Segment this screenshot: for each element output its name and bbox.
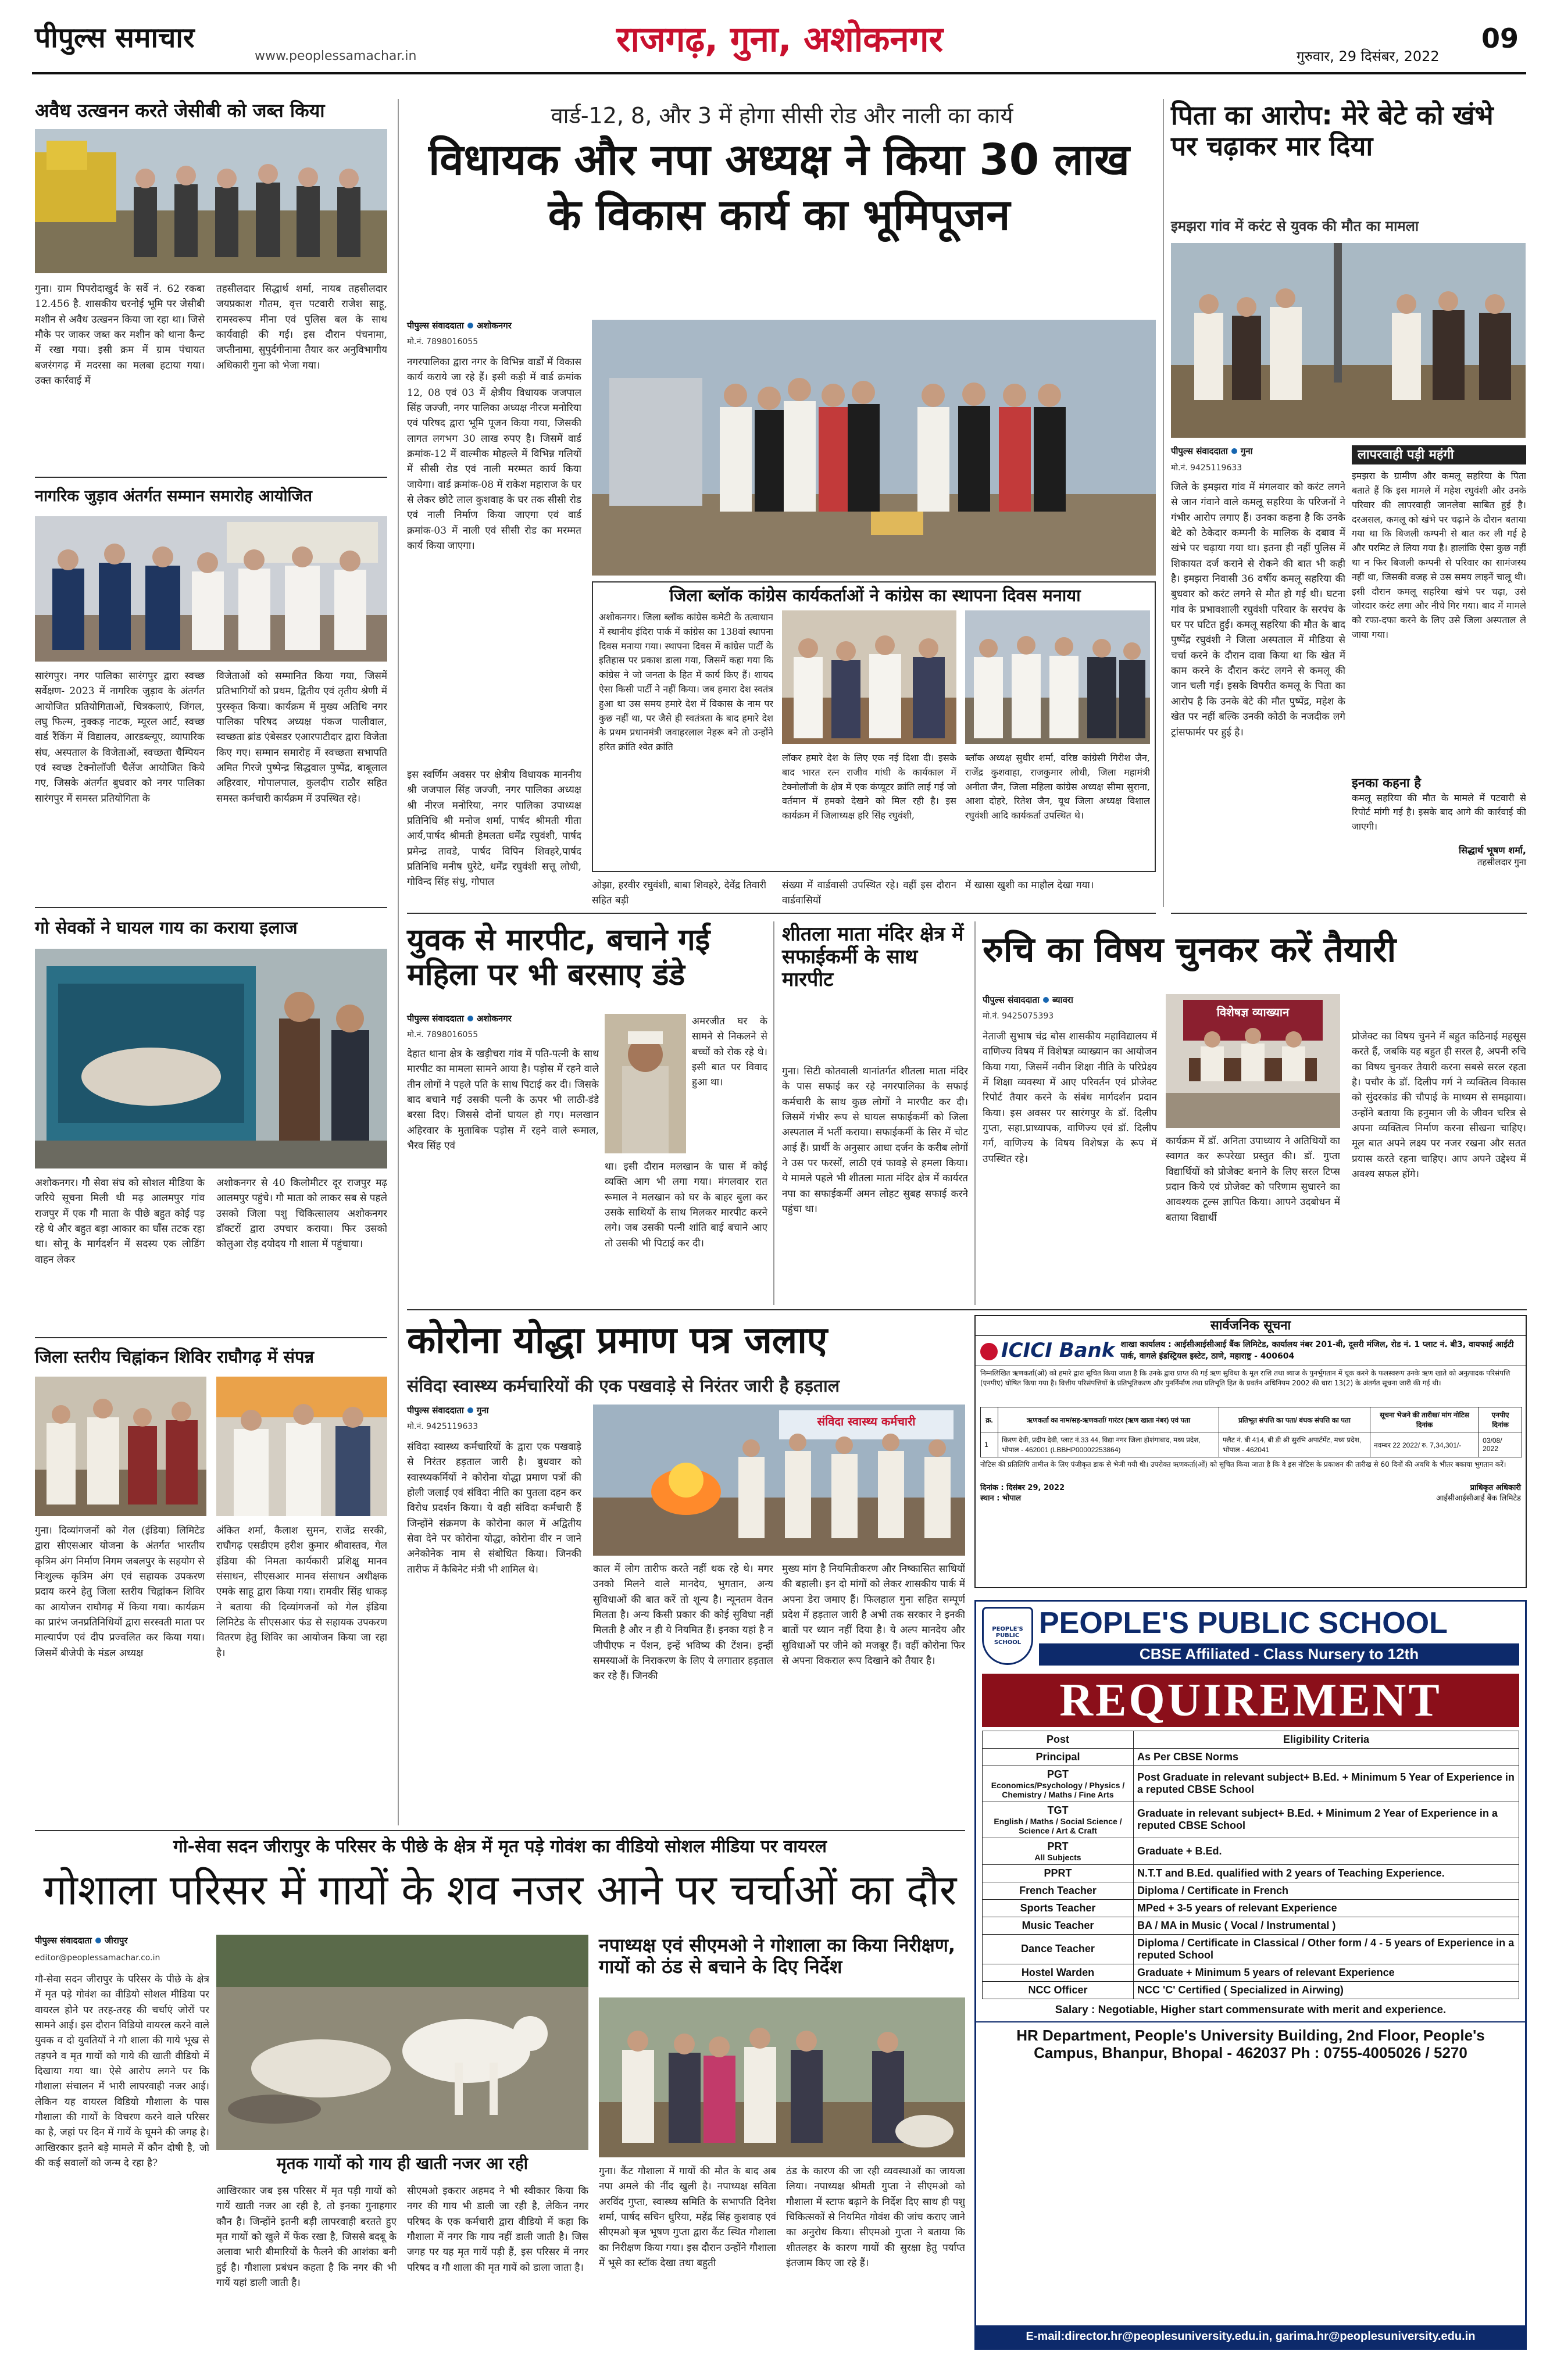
masthead-rule (32, 72, 1526, 74)
notice-table (980, 1407, 1522, 1457)
post-cell (983, 1964, 1134, 1981)
byline-place: अशोकनगर (476, 320, 512, 331)
photo-congress-2 (965, 610, 1150, 744)
photo-ruchi (1166, 994, 1340, 1128)
requirement-row (983, 1981, 1519, 1999)
gaushala-email: editor@peoplessamachar.co.in (35, 1953, 160, 1963)
criteria-cell: N.T.T and B.Ed. qualified with 2 years of Teaching Experience. (1134, 1864, 1519, 1882)
criteria-cell: NCC 'C' Certified ( Specialized in Airwing) (1134, 1981, 1519, 1999)
dot-icon (467, 323, 473, 328)
photo-corona (593, 1405, 965, 1556)
headline-marpit: युवक से मारपीट, बचाने गई महिला पर भी बरसाए डंडे (407, 923, 710, 992)
notice-cell: 03/08/ 2022 (1479, 1432, 1522, 1457)
requirement-row (983, 1864, 1519, 1882)
hr-address: HR Department, People's University Building, 2nd Floor, People's Campus, Bhanpur, Bhopal - 462037 Ph : 0755-4005026 / 5270 (976, 2021, 1525, 2067)
dot-icon (95, 1938, 101, 1943)
text-ruchi-col1: नेताजी सुभाष चंद्र बोस शासकीय महाविद्यालय में वाणिज्य विषय में विशेषज्ञ व्याख्यान का आयोजन किया गया, जिसमें नवीन शिक्षा नीति के परिप्रेक्ष्य में शिक्षा व्यवस्था में आए परिवर्तन एवं प्रोजेक्ट रिपोर्ट तैयार करने के संबंध मार्गदर्शन प्रदान किया। इस अवसर पर सारंगपुर के डॉ. दिलीप गुप्ता, सहा.प्राध्यापक, वाणिज्य एवं डॉ. दिलीप गर्ग, वाणिज्य के विषय विशेषज्ञ के रूप में उपस्थित रहे। (983, 1031, 1157, 1165)
notice-col: एनपीए दिनांक (1479, 1407, 1522, 1432)
lead-mobile: मो.नं. 7898016055 (407, 337, 478, 346)
text-corona-col3: काल में लोग तारीफ करते नहीं थक रहे थे। मगर उनको मिलने वाले मानदेय, भुगतान, अन्य सुविधाओं की बात करें तो शून्य है। न्यूनतम वेतन मिलता है। अन्य किसी प्रकार की कोई सुविधा नहीं मिलती है और न ही ये नियमित हैं। इनका यहां है न जीपीएफ न पेंशन, इन्हें भविष्य की टेंशन। इन्हीं समस्याओं के निराकरण के लिए ये लगातार हड़ताल कर रहे हैं। जिनकी (593, 1563, 773, 1682)
public-notice (974, 1315, 1527, 1588)
lead-kicker: वार्ड-12, 8, और 3 में होगा सीसी रोड और नाली का कार्य (551, 103, 1013, 128)
post-cell (983, 1766, 1134, 1802)
box-text: इमझरा के ग्रामीण और कमलू सहरिया के पिता बताते हैं कि इस मामले में महेश रघुवंशी और उनके परिवार की लापरवाही जानलेवा साबित हुई है। दरअसल, कमलू को खंभे पर चढ़ाने के दौरान बताया गया था कि बिजली कम्पनी से बात कर ली गई है और परमिट ले लिया गया है। हालांकि ऐसा कुछ नहीं था न फिर बिजली कम्पनी से परिवार का सामंजस्य नहीं था, जिसकी वजह से उस समय लाइनें चालू थी। इसी दौरान कमलू सहरिया खंभे पर चढ़ा, उसे जोरदार करंट लगा और नीचे गिर गया। बाद में मामले को रफा-दफा करने के लिए उसे जिला अस्पताल ले जाया गया। (1352, 470, 1526, 641)
text-lead-bottom-3: में खासा खुशी का माहौल देखा गया। (965, 880, 1094, 891)
divider (35, 907, 387, 908)
headline-corona: कोरोना योद्धा प्रमाण पत्र जलाए (407, 1319, 828, 1362)
text-gaay-col2: अशोकनगर से 40 किलोमीटर दूर राजपुर मढ़ आलमपुर पहुंचे। गौ माता को लाकर सब से पहले उसको जिला पशु चिकित्सालय अशोकनगर डॉक्टरों द्वारा उपचार कराया। फिर उसको कोलुआ रोड़ दयोदय गौ शाला में पहुंचाया। (216, 1177, 387, 1250)
pita-box (1352, 445, 1526, 905)
headline-jcb: अवैध उत्खनन करते जेसीबी को जब्त किया (35, 99, 325, 121)
byline-text: पीपुल्स संवाददाता (1171, 446, 1228, 456)
post-name: Sports Teacher (1020, 1902, 1096, 1914)
text-gaushala-col1: गौ-सेवा सदन जीरापुर के परिसर के पीछे के क्षेत्र में मृत पड़े गोवंश का वीडियो सोशल मीडिया पर वायरल होने पर तरह-तरह की चर्चाएं जोरों पर सामने आई। इस दौरान विडियो वायरल करने वाले युवक व दो युवतियों ने गौ शाला की गाये भूख से तड़पने व मृत गायों को गाये की खाती वीडियो में दिखाया गया था। ऐसे आरोप लगने पर कि गौशाला संचालन में भारी लापरवाही नजर आई। लेकिन यह वायरल विडियो गौशाला के पास गौशाला की गायों के विचरण करने वाले परिसर का है, जहां पर दिन में गायें के घूमने की जगह है। आखिरकार इतने बड़े मामले में कौन दोषी है, जो की कई सवालों को जन्म दे रहा है? (35, 1974, 209, 2170)
photo-gaushala (216, 1935, 588, 2150)
divider (35, 477, 387, 478)
text-marpit-col2: था। इसी दौरान मलखान के घास में कोई व्यक्ति आग भी लगा गया। मंगलवार रात रूमाल ने मलखान को घर के बाहर बुला कर उसके साथियों के साथ मिलकर मारपीट करने लगे। जब उसकी पत्नी शांति बाई बचाने आए तो उसकी भी पिटाई कर दी। (605, 1161, 767, 1249)
criteria-cell: MPed + 3-5 years of relevant Experience (1134, 1899, 1519, 1917)
crest-text: PEOPLE'S PUBLIC SCHOOL (992, 1625, 1023, 1646)
byline-text: पीपुल्स संवाददाता (407, 320, 464, 331)
requirement-row (983, 1917, 1519, 1934)
post-name: PGT (1047, 1768, 1069, 1780)
notice-title: सार्वजनिक सूचना (976, 1316, 1526, 1336)
text-gaushala-col3: सीएमओ इकरार अहमद ने भी स्वीकार किया कि नगर की गाय भी डाली जा रही है, लेकिन नगर परिषद के एक कर्मचारी द्वारा वीडियो में कहा कि गौशाला में नगर कि गाय नहीं डाली जाती है। जिस जगह पर यह मृत गायें पड़ी हैं, इस परिसर में नगर परिषद व गौ शाला की मृत गायें को डाला जाता है। (407, 2185, 588, 2274)
photo-congress-1 (782, 610, 956, 744)
divider (35, 1830, 965, 1831)
text-marpit-side: अमरजीत घर के सामने से निकलने से बच्चों को रोक रहे थे। इसी बात पर विवाद हुआ था। (692, 1016, 767, 1089)
post-name: TGT (1047, 1804, 1069, 1816)
headline-pita: पिता का आरोप: मेरे बेटे को खंभे पर चढ़ाकर मार दिया (1171, 99, 1494, 162)
criteria-cell: As Per CBSE Norms (1134, 1748, 1519, 1766)
post-name: Music Teacher (1022, 1919, 1094, 1931)
post-name: Dance Teacher (1021, 1943, 1095, 1955)
lead-headline: विधायक और नपा अध्यक्ष ने किया 30 लाख के विकास कार्य का भूमिपूजन (428, 135, 1130, 240)
notice-header-text: शाखा कार्यालय : आईसीआईसीआई बैंक लिमिटेड, कार्यालय नंबर 201-बी, दूसरी मंजिल, रोड नं. 1 प्लाट नं. बी3, वायफाई आईटी पार्क, वागले इंडस्ट्रियल इस्टेट, ठाणे, महाराष्ट्र - 400604 (1120, 1340, 1514, 1361)
ruchi-mobile: मो.नं. 9425075393 (983, 1012, 1054, 1021)
ruchi-banner: विशेषज्ञ व्याख्यान (1216, 1005, 1290, 1019)
photo-shivir-2 (216, 1377, 387, 1516)
school-name: PEOPLE'S PUBLIC SCHOOL (1039, 1606, 1448, 1640)
corona-mobile: मो.नं. 9425119633 (407, 1422, 478, 1431)
notice-place: स्थान : भोपाल (980, 1494, 1022, 1503)
headline-ruchi: रुचि का विषय चुनकर करें तैयारी (983, 930, 1397, 970)
corona-byline (407, 1405, 581, 1416)
photo-marpit (605, 1014, 686, 1153)
post-cell (983, 1899, 1134, 1917)
headline-congress: जिला ब्लॉक कांग्रेस कार्यकर्ताओं ने कांग्रेस का स्थापना दिवस मनाया (669, 585, 1081, 605)
post-name: Principal (1035, 1750, 1080, 1763)
post-subjects: Economics/Psychology / Physics / Chemistry / Maths / Fine Arts (991, 1780, 1125, 1799)
notice-col: सूचना भेजने की तारीख/ मांग नोटिस दिनांक (1370, 1407, 1479, 1432)
photo-shivir (35, 1377, 206, 1516)
notice-footer: नोटिस की प्रतिलिपि तामील के लिए पंजीकृत डाक से भेजी गयी थी। उपरोक्त ऋणकर्ता(ओं) को सूचित किया जाता है कि वे इस नोटिस के प्रकाशन की तारीख से 60 दिनों की अवधि के भीतर बकाया भुगतान करें। (980, 1460, 1506, 1469)
gaushala-kicker: गो-सेवा सदन जीरापुर के परिसर के पीछे के क्षेत्र में मृत पड़े गोवंश का वीडियो सोशल मीडिया पर वायरल (173, 1836, 827, 1857)
post-cell (983, 1748, 1134, 1766)
masthead (0, 0, 1557, 76)
column-rule (773, 921, 774, 1305)
post-name: French Teacher (1019, 1884, 1097, 1896)
school-crest (982, 1607, 1033, 1665)
gaushala-photo-caption: मृतक गायों को गाय ही खाती नजर आ रही (276, 2154, 528, 2173)
text-lead-bottom-1: ओझा, हरवीर रघुवंशी, बाबा शिवहरे, देवेंद्र तिवारी सहित बड़ी (592, 880, 766, 907)
text-sheetla: गुना। सिटी कोतवाली थानांतर्गत शीतला माता मंदिर के पास सफाई कर रहे नगरपालिका के सफाई कर्मचारी के साथ कुछ लोगों ने मारपीट कर दी। जिसमें गंभीर रूप से घायल सफाईकर्मी को जिला अस्पताल में भर्ती कराया। सफाईकर्मी के सिर में चोट आई हैं। प्रार्थी के अनुसार आधा दर्जन के करीब लोगों ने उस पर फरसों, लाठी एवं फावड़े से हमला किया। ये मामले पहले भी शीतला माता मंदिर क्षेत्र में कार्यरत नपा का सफाईकर्मी अमन लोहट सुबह सफाई करने पहुंचा था। (782, 1066, 968, 1216)
criteria-cell: Diploma / Certificate in Classical / Other form / 4 - 5 years of Experience in a reputed School (1134, 1934, 1519, 1964)
text-lead-col1: नगरपालिका द्वारा नगर के विभिन्न वार्डों में विकास कार्य कराये जा रहे हैं। इसी कड़ी में वार्ड क्रमांक 12, 08 एवं 03 में क्षेत्रीय विधायक जजपाल सिंह जज्जी, नगर पालिका अध्यक्ष नीरज मनोरिया एवं परिषद द्वारा भूमि पूजन किया गया, जिसकी लागत लगभग 30 लाख रुपए है। जिसमें वार्ड क्रमांक-12 में वाल्मीक मोहल्ले में विभिन्न गलियों में सीसी रोड एवं नाली मरम्मत कार्य किया जायेगा। वार्ड क्रमांक-08 में राकेश महाराज के घर से लेकर छोटे लाल कुशवाह के घर तक सीसी रोड एवं नाली निर्माण किया जाएगा एवं वार्ड क्रमांक-03 में नाली एवं सीसी रोड का मरम्मत कार्य किया जाएगा। (407, 356, 581, 552)
divider (407, 1309, 1527, 1310)
requirement-row (983, 1766, 1519, 1802)
post-subjects: All Subjects (1034, 1852, 1081, 1862)
notice-cell: फ्लैट नं. बी 414, बी डी श्री सुरभि अपार्टमेंट, मध्य प्रदेश, भोपाल - 462041 (1219, 1432, 1370, 1457)
pita-byline (1171, 445, 1345, 457)
gaushala-byline (35, 1935, 209, 1946)
col-post: Post (983, 1731, 1134, 1748)
photo-samman (35, 516, 387, 662)
photo-pita (1171, 243, 1526, 438)
notice-cell: किरण देवी, प्रदीप देवी, प्लाट नं.33 44, विद्या नगर जिला होशंगाबाद, मध्य प्रदेश, भोपाल - 462001 (LBBHP00002253864) (998, 1432, 1219, 1457)
criteria-cell: Diploma / Certificate in French (1134, 1882, 1519, 1899)
text-gaushala-col5: ठंड के कारण की जा रही व्यवस्थाओं का जायजा लिया। नपाध्यक्ष श्रीमती गुप्ता ने सीएमओ को गौशाला में स्टाफ बढ़ाने के निर्देश दिए साथ ही पशु चिकित्सकों से नियमित गोवंश की जांच कराए जाने का अनुरोध किया। सीएमओ गुप्ता ने बताया कि शीतलहर के कारण गायों की सुरक्षा हेतु पर्याप्त इंतजाम किए जा रहे हैं। (786, 2165, 965, 2270)
issue-date: गुरुवार, 29 दिसंबर, 2022 (1297, 48, 1440, 65)
requirement-row (983, 1748, 1519, 1766)
divider (35, 1337, 387, 1338)
notice-cell: 1 (981, 1432, 998, 1457)
criteria-cell: Graduate + B.Ed. (1134, 1838, 1519, 1864)
text-gaay-col1: अशोकनगर। गौ सेवा संघ को सोशल मीडिया के जरिये सूचना मिली थी मढ़ आलमपुर गांव राजपुर में एक गौ माता के पीछे बहुत कोई पड़ रहे थे और बहुत बड़ा आकार का घाँस तटक रहा था। सोनू के मार्गदर्शन में सदस्य एक लोडिंग वाहन लेकर (35, 1177, 205, 1266)
marpit-mobile: मो.नं. 7898016055 (407, 1030, 478, 1039)
requirement-row (983, 1838, 1519, 1864)
criteria-cell: BA / MA in Music ( Vocal / Instrumental ) (1134, 1917, 1519, 1934)
post-name: PRT (1047, 1840, 1069, 1852)
photo-bhoomipoojan (592, 320, 1156, 576)
byline-text: पीपुल्स संवाददाता (35, 1935, 92, 1946)
byline-place: गुना (476, 1405, 489, 1416)
post-cell (983, 1802, 1134, 1838)
lead-byline (407, 320, 581, 331)
post-cell (983, 1838, 1134, 1864)
quote-title: इनका कहना है (1352, 776, 1422, 791)
text-gaushala-col2: आखिरकार जब इस परिसर में मृत पड़ी गायों को गायें खाती नजर आ रही है, तो इनका गुनाहगार कौन है। जिन्होंने इतनी बड़ी लापरवाही बरतते हुए मृत गायों को खुले में फेंक रखा है, जिससे बदबू के अलावा भारी बीमारियों के फैलने की आशंका बनी हुई है। गौशाला प्रबंधन कहता है कि नगर की भी गायें यहां डाली जाती है। (216, 2185, 397, 2289)
text-corona-col4: मुख्य मांग है नियमितीकरण और निष्कासित साथियों की बहाली। इन दो मांगों को लेकर शासकीय पार्क में अपना डेरा जमाए हैं। फिलहाल गुना सहित सम्पूर्ण प्रदेश में हड़ताल जारी है अभी तक सरकार ने इनकी बातों पर ध्यान नहीं दिया है। ये अल्प मानदेय और सुविधाओं पर जीने को मजबूर हैं। वहीं कोरोना फिर से अपना विकराल रूप दिखाने को तैयार है। (782, 1563, 965, 1667)
section-title: राजगढ़, गुना, अशोकनगर (616, 19, 944, 60)
post-name: PPRT (1044, 1867, 1072, 1879)
bank-icon (980, 1343, 998, 1360)
col-criteria: Eligibility Criteria (1134, 1731, 1519, 1748)
logo: पीपुल्स समाचार (35, 22, 195, 54)
requirement-row (983, 1964, 1519, 1981)
quote-text: कमलू सहरिया की मौत के मामले में पटवारी से रिपोर्ट मांगी गई है। इसके बाद आगे की कार्रवाई की जाएगी। (1352, 792, 1526, 832)
text-samman-col2: विजेताओं को सम्मानित किया गया, जिसमें प्रतिभागियों को प्रथम, द्वितीय एवं तृतीय श्रेणी में पुरस्कृत किया। कार्यक्रम में मुख्य अतिथि नगर पालिका परिषद अध्यक्ष पंकज पालीवाल, स्वच्छता ब्रांड एंबेसडर एआरपाटीदार द्वारा विजेता किए गए। सम्मान समारोह में स्वच्छता सभापति अमित गिरजे पुष्पेन्द्र सिद्धवाल पुष्पेंद्र, बाबूलाल अहिरवार, गोपालपाल, कुलदीप राठौर सहित समस्त कर्मचारी कार्यक्रम में उपस्थित रहे। (216, 670, 387, 805)
text-marpit-col1: देहात थाना क्षेत्र के खड़ीचरा गांव में पति-पत्नी के साथ मारपीट का मामला सामने आया है। पड़ोस में रहने वाले तीन लोगों ने पहले पति के साथ पिटाई कर दी। जिसके बाद बचाने गई उसकी पत्नी के ऊपर भी लाठी-डंडे बरसा दिए। जिससे दोनों घायल हो गए। मलखान अहिरवार के मुताबिक पड़ोस में रहने वाले रूमाल, भैरव सिंह एवं (407, 1048, 599, 1152)
dot-icon (1231, 448, 1237, 454)
school-ad (974, 1600, 1527, 2350)
requirement-table (982, 1731, 1519, 1999)
post-cell (983, 1934, 1134, 1964)
byline-text: पीपुल्स संवाददाता (983, 995, 1040, 1005)
icici-logo: ICICI Bank (980, 1339, 1115, 1362)
notice-cell: नवम्बर 22 2022/ रु. 7,34,301/- (1370, 1432, 1479, 1457)
gaushala-subhead-2: नपाध्यक्ष एवं सीएमओ ने गोशाला का किया निरीक्षण, गायों को ठंड से बचाने के दिए निर्देश (599, 1934, 956, 1978)
dot-icon (467, 1016, 473, 1021)
requirement-row (983, 1802, 1519, 1838)
notice-col: ऋणकर्ता का नाम/सह-ऋणकर्ता/ गारंटर (ऋण खाता नंबर) एवं पता (998, 1407, 1219, 1432)
column-rule (398, 99, 399, 1825)
text-lead-col2-visible: इस स्वर्णिम अवसर पर क्षेत्रीय विधायक माननीय श्री जजपाल सिंह जज्जी, नगर पालिका अध्यक्ष श्री नीरज मनोरिया, नगर पालिका उपाध्यक्ष प्रतिनिधि श्री मनोज शर्मा, पार्षद श्रीमती गीता आर्य,पार्षद श्रीमती हेमलता धर्मेंद्र रघुवंशी, पार्षद प्रमेन्द्र तावडे, पार्षद विपिन शिवहरे,पार्षद प्रतिनिधि मनीष घुरेटे, धर्मेंद्र रघुवंशी सत्तू लोधी, गोविन्द सिंह संधु, गोपाल (407, 769, 581, 888)
notice-col: क्र. (981, 1407, 998, 1432)
school-tagline: CBSE Affiliated - Class Nursery to 12th (1039, 1643, 1519, 1666)
requirement-row (983, 1899, 1519, 1917)
byline-text: पीपुल्स संवाददाता (407, 1013, 464, 1024)
hr-email: E-mail:director.hr@peoplesuniversity.edu.in, garima.hr@peoplesuniversity.edu.in (976, 2325, 1525, 2348)
text-congress-mid: लॉकर हमारे देश के लिए एक नई दिशा दी। इसके बाद भारत रत्न राजीव गांधी के कार्यकाल में टेक्नोलॉजी के क्षेत्र में एक कंप्यूटर क्रांति लाई गई जो वर्तमान में हमको देखने को मिल रही है। इस कार्यक्रम में जिलाध्यक्ष हरि सिंह रघुवंशी, (782, 752, 956, 821)
headline-gaushala: गोशाला परिसर में गायों के शव नजर आने पर चर्चाओं का दौर (43, 1866, 957, 1914)
post-subjects: English / Maths / Social Science / Science / Art & Craft (994, 1816, 1122, 1835)
notice-para: निम्नलिखित ऋणकर्ता(ओं) को हमारे द्वारा सूचित किया जाता है कि उनके द्वारा प्राप्त की गई ऋण सुविधा के मूल राशि तथा ब्याज के पुनर्भुगतान में चूक करने के फलस्वरूप उनके ऋण खाते को अनुत्पादक परिसंपत्ति (एनपीए) घोषित किया गया है। वित्तीय परिसंपत्तियों के प्रतिभूतिकरण और पुनर्निर्माण तथा प्रतिभूति हित के प्रवर्तन अधिनियम 2002 की धारा 13(2) के अंतर्गत सूचना जारी की गई थी। (980, 1369, 1510, 1387)
text-ruchi-col3: प्रोजेक्ट का विषय चुनने में बहुत कठिनाई महसूस करते हैं, जबकि यह बहुत ही सरल है, अपनी रुचि का विषय चुनकर तैयारी करना सबसे सरल रहता है। पचौर के डॉ. दिलीप गर्ग ने व्यक्तित्व विकास को सुंदरकांड की चौपाई के माध्यम से समझाया। उन्होंने बताया कि हनुमान जी के जीवन चरित्र से अपना व्यक्तित्व निर्माण करना सीखना चाहिए। मूल बात अपने लक्ष्य पर नजर रखना और सतत प्रयास करते रहना चाहिए। आप अपने उद्देश्य में अवश्य सफल होंगे। (1352, 1031, 1526, 1181)
salary-line: Salary : Negotiable, Higher start commensurate with merit and experience. (1055, 2003, 1447, 2016)
box-title: लापरवाही पड़ी महंगी (1352, 445, 1526, 464)
text-jcb-col1: गुना। ग्राम पिपरोदाखुर्द के सर्वे नं. 62 रकबा 12.456 है. शासकीय चरनोई भूमि पर जेसीबी मशीन से अवैध उत्खनन किया जा रहा था। जिसे मौके पर जाकर जब्त कर मशीन को थाना कैन्ट में रखा गया। इसी क्रम में ग्राम पंचायत बजरंगगढ़ में मदरसा का मलबा हटाया गया। उक्त कार्रवाई में (35, 283, 205, 387)
notice-sign-bank: आईसीआईसीआई बैंक लिमिटेड (1436, 1494, 1521, 1503)
post-cell (983, 1981, 1134, 1999)
dot-icon (1043, 997, 1049, 1003)
text-gaushala-col4: गुना। कैंट गौशाला में गायों की मौत के बाद अब नपा अमले की नींद खुली है। नपाध्यक्ष सविता अरविंद गुप्ता, स्वास्थ्य समिति के सभापति दिनेश शर्मा, पार्षद सचिन धुरिया, महेंद्र सिंह कुशवाह एवं सीएमओ बृज भूषण गुप्ता द्वारा कैंट स्थित गौशाला का निरीक्षण किया गया। इस दौरान उन्होंने गौशाला में भूसे का स्टॉक देखा तथा बहुती (599, 2165, 776, 2270)
text-lead-bottom-2: संख्या में वार्डवासी उपस्थित रहे। वहीं इस दौरान वार्डवासियों (782, 880, 956, 907)
quote-name: सिद्धार्थ भूषण शर्मा, (1459, 844, 1526, 856)
photo-jcb (35, 129, 387, 273)
text-jcb-col2: तहसीलदार सिद्धार्थ शर्मा, नायब तहसीलदार जयप्रकाश गौतम, वृत्त पटवारी राजेश साहू, रामस्वरूप मीना एवं पुलिस बल के साथ कार्यवाही की गई। इस दौरान पंचनामा, जप्तीनामा, सुपुर्दगीनामा तैयार कर अनुविभागीय अधिकारी गुना को भेजा गया। (216, 283, 387, 371)
quote-role: तहसीलदार गुना (1477, 856, 1526, 867)
website: www.peoplessamachar.in (255, 49, 417, 63)
post-cell (983, 1917, 1134, 1934)
text-corona-col1: संविदा स्वास्थ्य कर्मचारियों के द्वारा एक पखवाड़े से निरंतर हड़ताल जारी है। बुधवार को स्वास्थ्यकर्मियों ने कोरोना योद्धा प्रमाण पत्रों की होली जलाई एवं संविदा नीति का पुतला दहन कर विरोध प्रदर्शन किया। ये वही संविदा कर्मचारी हैं जिन्होंने संक्रमण के कोरोना काल में अद्वितीय सेवा देने पर कोरोना योद्धा, कोरोना वीर न जाने अनेकोनेक नाम से संबोधित किया। जिनकी तारीफ में कैबिनेट मंत्री भी शामिल थे। (407, 1441, 581, 1575)
criteria-cell: Graduate + Minimum 5 years of relevant Experience (1134, 1964, 1519, 1981)
headline-samman: नागरिक जुड़ाव अंतर्गत सम्मान समारोह आयोजित (35, 487, 312, 505)
text-shivir-col2: अंकित शर्मा, कैलाश सुमन, राजेंद्र सरकी, राघौगढ़ एसडीएम हरीश कुमार श्रीवास्तव, गेल इंडिया की निमता कार्यकारी प्रशिक्षु मानव संसाधन, सीएसआर मानव संसाधन अधीक्षक एमके साहू द्वारा किया गया। रामवीर सिंह धाकड़ ने बताया की दिव्यांगजनों को गेल इंडिया लिमिटेड के सीएसआर फंड से सहायक उपकरण वितरण हेतु शिविर का आयोजन किया जा रहा है। (216, 1525, 387, 1659)
subhead-pita: इमझरा गांव में करंट से युवक की मौत का मामला (1171, 218, 1419, 234)
text-ruchi-col2: कार्यक्रम में डॉ. अनिता उपाध्याय ने अतिथियों का स्वागत कर रूपरेखा प्रस्तुत की। डॉ. गुप्ता विद्यार्थियों को प्रोजेक्ट बनाने के लिए सरल टिप्स प्रदान किये एवं प्रोजेक्ट को परिणाम सुधारने का आवश्यक टूल्स ज्ञापित किया। आपने उदबोधन में बताया विद्यार्थी (1166, 1135, 1340, 1224)
notice-col: प्रतिभूत संपत्ति का पता/ बंधक संपत्ति का पता (1219, 1407, 1370, 1432)
criteria-cell: Graduate in relevant subject+ B.Ed. + Minimum 2 Year of Experience in a reputed CBSE School (1134, 1802, 1519, 1838)
divider (1171, 913, 1527, 914)
page-number: 09 (1481, 23, 1519, 54)
byline-place: ब्यावरा (1052, 995, 1073, 1005)
dot-icon (467, 1407, 473, 1413)
column-rule (974, 921, 976, 1305)
byline-place: गुना (1240, 446, 1253, 456)
marpit-byline (407, 1013, 599, 1024)
headline-shivir: जिला स्तरीय चिह्नांकन शिविर राघौगढ़ में संपन्न (35, 1347, 314, 1367)
text-pita-col1: जिले के इमझरा गांव में मंगलवार को करंट लगने से जान गंवाने वाले कमलू सहरिया के परिजनों ने गंभीर आरोप लगाए हैं। उनका कहना है कि उनके बेटे को ठेकेदार कम्पनी के मालिक के दबाव में खंभे पर चढ़ाया गया था। इतना ही नहीं पुलिस में शिकायत दर्ज कराने से रोकने की बात भी कही है। इमझरा निवासी 36 वर्षीय कमलू सहरिया की बुधवार को करंट लगने से मौत हो गई थी। घटना गांव के प्रभावशाली रघुवंशी परिवार के सरपंच के घर पर घटित हुई। कमलू सहरिया की मौत के बाद पुष्पेंद्र रघुवंशी ने जिला अस्पताल में मीडिया से चर्चा करने के दौरान दावा किया था कि खेत में काम करने के दौरान करंट लगने से कमलू की जान चली गई। इसके विपरीत कमलू के पिता का आरोप है कि उनके बेटे की मौत पुष्पेंद्र, महेश के खेत पर नहीं बल्कि उनकी कोठी के नजदीक लगे ट्रांसफार्मर पर हुई है। (1171, 481, 1345, 738)
byline-text: पीपुल्स संवाददाता (407, 1405, 464, 1416)
post-cell (983, 1882, 1134, 1899)
post-name: NCC Officer (1028, 1984, 1088, 1996)
byline-place: जीरापुर (104, 1935, 128, 1946)
requirement-row (983, 1882, 1519, 1899)
text-samman-col1: सारंगपुर। नगर पालिका सारंगपुर द्वारा स्वच्छ सर्वेक्षण- 2023 में नागरिक जुड़ाव के अंतर्गत आयोजित प्रतियोगिताओं, चित्रकलाएं, जिंगल, लघु फिल्म, नुक्कड़ नाटक, म्यूरल आर्ट, स्वच्छ वार्ड रैंकिंग में विद्यालय, आरडब्ल्यूए, व्यापारिक संघ, अस्पताल के विजेताओं, स्वच्छता चैम्पियन एवं स्वच्छ टेक्नोलॉजी चैलेंज आयोजित किये गए, जिसके अंतर्गत बुधवार को नगर पालिका सारंगपुर में समस्त प्रतियोगिता के (35, 670, 205, 805)
divider (407, 913, 1156, 914)
criteria-cell: Post Graduate in relevant subject+ B.Ed. + Minimum 5 Year of Experience in a reputed CBSE School (1134, 1766, 1519, 1802)
text-shivir-col1: गुना। दिव्यांगजनों को गेल (इंडिया) लिमिटेड द्वारा सीएसआर योजना के अंतर्गत भारतीय कृत्रिम अंग निर्माण निगम जबलपुर के सहयोग से निःशुल्क कृत्रिम अंग एवं सहायक उपकरण प्रदाय करने हेतु जिला स्तरीय चिह्नांकन शिविर का आयोजन राघौगढ़ में किया गया। कार्यक्रम का प्रारंभ जनप्रतिनिधियों द्वारा सरस्वती माता पर माल्यार्पण एवं दीप प्रज्वलित कर किया गया। जिसमें बीजेपी के मंडल अध्यक्ष (35, 1525, 205, 1659)
notice-sign-title: प्राधिकृत अधिकारी (1470, 1484, 1521, 1493)
column-rule (1163, 99, 1164, 907)
byline-place: अशोकनगर (476, 1013, 512, 1024)
requirement-banner: REQUIREMENT (982, 1674, 1519, 1727)
headline-sheetla: शीतला माता मंदिर क्षेत्र में सफाईकर्मी के साथ मारपीट (782, 923, 964, 992)
subhead-corona: संविदा स्वास्थ्य कर्मचारियों की एक पखवाड़े से निरंतर जारी है हड़ताल (407, 1376, 840, 1396)
corona-banner: संविदा स्वास्थ्य कर्मचारी (817, 1414, 916, 1428)
text-congress-left: अशोकनगर। जिला ब्लॉक कांग्रेस कमेटी के तत्वाधान में स्थानीय इंदिरा पार्क में कांग्रेस का 138वां स्थापना दिवस मनाया गया। स्थापना दिवस में कांग्रेस पार्टी के इतिहास पर प्रकाश डाला गया, जिसमें कहा गया कि कांग्रेस ने जो जनता के हित में कार्य किए हैं। शायद ऐसा किसी पार्टी ने नहीं किया। जब हमारा देश स्वतंत्र हुआ था उस समय हमारे देश में विकास के नाम पर कुछ नहीं था, पर जैसे ही स्वतंत्रता के बाद हमारे देश के प्रथम प्रधानमंत्री जवाहरलाल नेहरू बने तो उन्होंने हरित क्रांति श्वेत क्रांति (599, 612, 773, 753)
photo-gaay (35, 949, 387, 1168)
post-cell (983, 1864, 1134, 1882)
ruchi-byline (983, 994, 1157, 1006)
photo-gaushala-2 (599, 1997, 965, 2157)
pita-mobile: मो.नं. 9425119633 (1171, 463, 1242, 473)
post-name: Hostel Warden (1021, 1966, 1095, 1978)
notice-date: दिनांक : दिसंबर 29, 2022 (980, 1484, 1065, 1493)
requirement-row (983, 1934, 1519, 1964)
headline-gaay: गो सेवकों ने घायल गाय का कराया इलाज (35, 918, 298, 938)
text-congress-right: ब्लॉक अध्यक्ष सुधीर शर्मा, वरिष्ठ कांग्रेसी गिरीश जैन, राजेंद्र कुशवाहा, राजकुमार लोधी, जिला महामंत्री अनीता जैन, जिला महिला कांग्रेस अध्यक्ष सीमा सुराना, आशा दोहरे, रितेश जैन, यूथ जिला अध्यक्ष विशाल रघुवंशी आदि कार्यकर्ता उपस्थित थे। (965, 752, 1150, 821)
